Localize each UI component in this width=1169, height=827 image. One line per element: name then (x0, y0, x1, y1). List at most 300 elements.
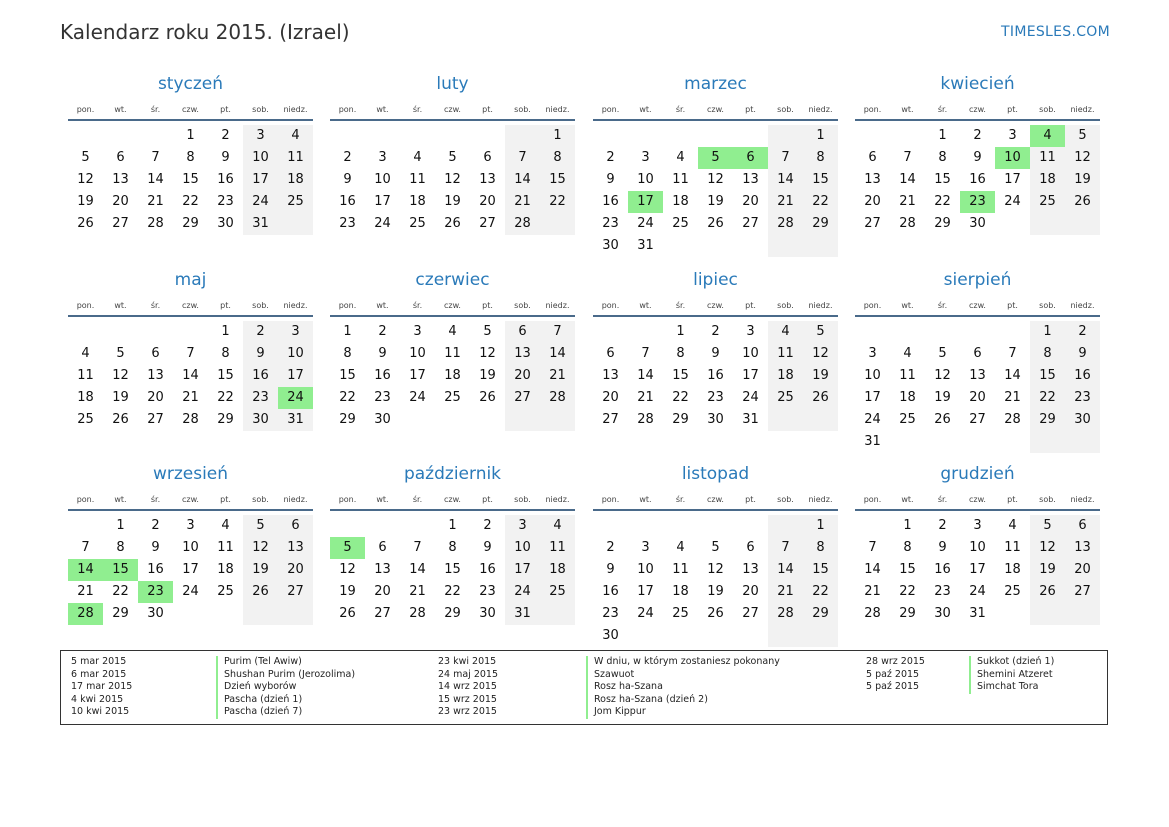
week-row (330, 191, 575, 213)
weekday-label: czw. (182, 300, 199, 310)
month-name: czerwiec (415, 270, 490, 290)
month-name: sierpień (943, 270, 1012, 290)
day: 9 (151, 540, 160, 555)
month-name: styczeń (157, 74, 224, 94)
weekday-label: wt. (639, 104, 652, 114)
month-5 (330, 270, 575, 431)
day: 17 (243, 169, 278, 191)
weekday-label: sob. (777, 104, 794, 114)
holiday-day: 17 (628, 191, 663, 213)
day: 30 (934, 606, 951, 621)
week-row (330, 321, 575, 343)
week-row (68, 603, 313, 625)
holiday-date: 6 mar 2015 (71, 668, 127, 680)
week-row (593, 147, 838, 169)
weekday-label: czw. (707, 104, 724, 114)
day: 14 (505, 169, 540, 191)
holiday-name: Shushan Purim (Jerozolima) (224, 668, 356, 680)
weekday-label: pon. (338, 104, 357, 114)
day: 16 (602, 584, 619, 599)
day: 6 (483, 150, 492, 165)
day: 23 (707, 390, 724, 405)
empty-day (400, 125, 435, 147)
weekday-label: pon. (76, 104, 95, 114)
day: 4 (413, 150, 422, 165)
week-row (330, 603, 575, 625)
day: 13 (479, 172, 496, 187)
week-row (855, 387, 1100, 409)
week-row (68, 343, 313, 365)
weekday-label: śr. (675, 300, 686, 310)
week-row (593, 625, 838, 647)
day: 6 (973, 346, 982, 361)
day: 29 (934, 216, 951, 231)
empty-day (733, 125, 768, 147)
empty-day (698, 625, 733, 647)
day: 12 (444, 172, 461, 187)
day: 7 (1008, 346, 1017, 361)
day: 3 (973, 518, 982, 533)
week-row (68, 409, 313, 431)
day: 15 (339, 368, 356, 383)
empty-day (698, 235, 733, 257)
weekday-label: pon. (76, 300, 95, 310)
day: 4 (903, 346, 912, 361)
day: 27 (742, 606, 759, 621)
day: 14 (540, 343, 575, 365)
day: 15 (672, 368, 689, 383)
week-row (68, 581, 313, 603)
day: 21 (637, 390, 654, 405)
weekday-label: sob. (252, 104, 269, 114)
day: 24 (637, 606, 654, 621)
day: 31 (278, 409, 313, 431)
day: 13 (112, 172, 129, 187)
day: 29 (217, 412, 234, 427)
month-0 (68, 74, 313, 235)
weekday-label: czw. (444, 300, 461, 310)
day: 26 (444, 216, 461, 231)
holiday-name: Sukkot (dzień 1) (977, 656, 1055, 667)
empty-day (365, 515, 400, 537)
day: 29 (339, 412, 356, 427)
empty-day (1065, 431, 1100, 453)
empty-day (505, 125, 540, 147)
weekday-label: niedz. (808, 104, 833, 114)
weekday-header (855, 489, 1100, 511)
day: 9 (221, 150, 230, 165)
day: 20 (969, 390, 986, 405)
empty-day (890, 321, 925, 343)
week-row (855, 537, 1100, 559)
day: 1 (343, 324, 352, 339)
day: 11 (1030, 147, 1065, 169)
day: 17 (409, 368, 426, 383)
holiday-date: 14 wrz 2015 (438, 681, 497, 692)
day: 30 (707, 412, 724, 427)
day: 12 (479, 346, 496, 361)
day: 6 (378, 540, 387, 555)
weekday-label: wt. (114, 104, 127, 114)
weekday-label: niedz. (545, 494, 570, 504)
day: 8 (903, 540, 912, 555)
weekday-label: wt. (376, 300, 389, 310)
day: 9 (973, 150, 982, 165)
empty-day (173, 321, 208, 343)
empty-day (505, 409, 540, 431)
empty-day (1030, 603, 1065, 625)
empty-day (593, 515, 628, 537)
day: 27 (147, 412, 164, 427)
empty-day (855, 515, 890, 537)
month-6 (593, 270, 838, 431)
day: 16 (217, 172, 234, 187)
day: 26 (1030, 581, 1065, 603)
holiday-day: 15 (103, 559, 138, 581)
day: 12 (339, 562, 356, 577)
day: 13 (147, 368, 164, 383)
day: 12 (934, 368, 951, 383)
day: 22 (934, 194, 951, 209)
week-row (330, 537, 575, 559)
day: 7 (540, 321, 575, 343)
day: 10 (637, 562, 654, 577)
day: 23 (217, 194, 234, 209)
month-name: kwiecień (940, 74, 1015, 94)
weekday-label: śr. (937, 494, 948, 504)
day: 30 (147, 606, 164, 621)
holiday-day: 23 (138, 581, 173, 603)
day: 10 (742, 346, 759, 361)
weekday-label: czw. (444, 104, 461, 114)
day: 16 (147, 562, 164, 577)
weekday-label: wt. (639, 300, 652, 310)
empty-day (1065, 213, 1100, 235)
day: 23 (1065, 387, 1100, 409)
day: 12 (1030, 537, 1065, 559)
day: 8 (938, 150, 947, 165)
day: 22 (1030, 387, 1065, 409)
day: 12 (1065, 147, 1100, 169)
brand-logo-text[interactable]: TIMESLES.COM (1001, 24, 1110, 40)
weekday-header (330, 489, 575, 511)
weekday-header (68, 99, 313, 121)
day: 19 (112, 390, 129, 405)
day: 19 (479, 368, 496, 383)
day: 2 (1065, 321, 1100, 343)
day: 30 (969, 216, 986, 231)
day: 7 (903, 150, 912, 165)
day: 4 (768, 321, 803, 343)
weekday-label: niedz. (1070, 104, 1095, 114)
day: 15 (934, 172, 951, 187)
empty-day (890, 431, 925, 453)
holiday-day: 5 (698, 147, 733, 169)
day: 25 (768, 387, 803, 409)
empty-day (400, 409, 435, 431)
day: 25 (899, 412, 916, 427)
empty-day (768, 125, 803, 147)
week-row (855, 213, 1100, 235)
day: 15 (182, 172, 199, 187)
day: 8 (343, 346, 352, 361)
day: 24 (864, 412, 881, 427)
day: 6 (278, 515, 313, 537)
day: 30 (217, 216, 234, 231)
month-name: wrzesień (152, 464, 229, 484)
month-name: lipiec (693, 270, 738, 290)
day: 1 (803, 515, 838, 537)
weekday-label: niedz. (283, 104, 308, 114)
day: 13 (278, 537, 313, 559)
month-name: luty (436, 74, 469, 94)
weekday-label: pt. (220, 104, 231, 114)
weekday-label: pt. (482, 104, 493, 114)
holiday-name: Jom Kippur (594, 706, 646, 717)
week-row (855, 581, 1100, 603)
holiday-name: Simchat Tora (977, 681, 1039, 692)
holiday-date: 10 kwi 2015 (71, 706, 130, 717)
week-row (593, 515, 838, 537)
day: 9 (1065, 343, 1100, 365)
weekday-label: śr. (675, 494, 686, 504)
day: 18 (77, 390, 94, 405)
week-row (330, 125, 575, 147)
empty-day (470, 125, 505, 147)
holiday-day: 24 (278, 387, 313, 409)
week-row (593, 559, 838, 581)
week-row (855, 191, 1100, 213)
day: 13 (602, 368, 619, 383)
day: 11 (768, 343, 803, 365)
weekday-label: sob. (1039, 300, 1056, 310)
day: 23 (602, 216, 619, 231)
week-row (855, 515, 1100, 537)
weekday-label: pt. (220, 494, 231, 504)
day: 21 (77, 584, 94, 599)
day: 25 (672, 216, 689, 231)
day: 17 (864, 390, 881, 405)
week-row (330, 213, 575, 235)
day: 3 (746, 324, 755, 339)
weekday-label: pt. (745, 104, 756, 114)
empty-day (1030, 213, 1065, 235)
day: 15 (899, 562, 916, 577)
empty-day (960, 321, 995, 343)
weekday-label: niedz. (545, 300, 570, 310)
day: 20 (147, 390, 164, 405)
day: 14 (899, 172, 916, 187)
week-row (593, 387, 838, 409)
empty-day (663, 515, 698, 537)
day: 31 (243, 213, 278, 235)
day: 25 (217, 584, 234, 599)
day: 1 (676, 324, 685, 339)
empty-day (278, 603, 313, 625)
holiday-name: Pascha (dzień 7) (224, 706, 303, 717)
empty-day (103, 125, 138, 147)
day: 11 (540, 537, 575, 559)
weekday-label: niedz. (1070, 300, 1095, 310)
day: 14 (182, 368, 199, 383)
day: 28 (768, 603, 803, 625)
weekday-label: niedz. (1070, 494, 1095, 504)
month-name: maj (174, 270, 207, 290)
holiday-date: 5 paź 2015 (866, 681, 920, 692)
day: 1 (186, 128, 195, 143)
week-row (855, 169, 1100, 191)
empty-day (663, 125, 698, 147)
week-row (593, 409, 838, 431)
day: 13 (1065, 537, 1100, 559)
day: 10 (278, 343, 313, 365)
day: 9 (711, 346, 720, 361)
day: 25 (1030, 191, 1065, 213)
week-row (855, 125, 1100, 147)
week-row (330, 581, 575, 603)
day: 20 (479, 194, 496, 209)
day: 13 (742, 172, 759, 187)
day: 4 (221, 518, 230, 533)
week-row (855, 409, 1100, 431)
day: 10 (637, 172, 654, 187)
day: 22 (112, 584, 129, 599)
day: 9 (606, 562, 615, 577)
week-row (593, 213, 838, 235)
day: 29 (1030, 409, 1065, 431)
empty-day (173, 603, 208, 625)
empty-day (628, 321, 663, 343)
day: 25 (409, 216, 426, 231)
day: 4 (1008, 518, 1017, 533)
month-2 (593, 74, 838, 257)
day: 16 (602, 194, 619, 209)
day: 10 (505, 537, 540, 559)
day: 21 (147, 194, 164, 209)
day: 29 (112, 606, 129, 621)
empty-day (540, 603, 575, 625)
day: 16 (243, 365, 278, 387)
holiday-day: 10 (995, 147, 1030, 169)
day: 10 (409, 346, 426, 361)
day: 24 (969, 584, 986, 599)
empty-day (540, 213, 575, 235)
empty-day (330, 515, 365, 537)
day: 3 (641, 540, 650, 555)
day: 24 (1004, 194, 1021, 209)
holiday-day: 4 (1030, 125, 1065, 147)
day: 1 (803, 125, 838, 147)
month-11 (855, 464, 1100, 625)
day: 28 (540, 387, 575, 409)
day: 27 (864, 216, 881, 231)
day: 30 (602, 238, 619, 253)
empty-day (768, 625, 803, 647)
holiday-day: 6 (733, 147, 768, 169)
day: 2 (151, 518, 160, 533)
empty-day (733, 625, 768, 647)
week-row (855, 559, 1100, 581)
day: 22 (672, 390, 689, 405)
empty-day (628, 125, 663, 147)
day: 22 (899, 584, 916, 599)
day: 24 (409, 390, 426, 405)
day: 7 (505, 147, 540, 169)
weekday-label: pt. (220, 300, 231, 310)
day: 6 (606, 346, 615, 361)
day: 18 (217, 562, 234, 577)
day: 5 (1065, 125, 1100, 147)
weekday-label: sob. (514, 104, 531, 114)
week-row (330, 409, 575, 431)
day: 21 (505, 191, 540, 213)
day: 20 (374, 584, 391, 599)
empty-day (890, 125, 925, 147)
month-7 (855, 270, 1100, 453)
day: 8 (186, 150, 195, 165)
day: 21 (540, 365, 575, 387)
day: 3 (1008, 128, 1017, 143)
empty-day (768, 409, 803, 431)
day: 7 (186, 346, 195, 361)
weekday-label: śr. (150, 104, 161, 114)
weekday-label: pon. (601, 494, 620, 504)
day: 9 (938, 540, 947, 555)
day: 8 (116, 540, 125, 555)
weekday-label: sob. (777, 494, 794, 504)
day: 11 (672, 562, 689, 577)
day: 29 (803, 603, 838, 625)
month-name: październik (403, 464, 502, 484)
day: 15 (444, 562, 461, 577)
day: 26 (803, 387, 838, 409)
day: 27 (112, 216, 129, 231)
week-row (855, 147, 1100, 169)
day: 22 (803, 191, 838, 213)
day: 16 (934, 562, 951, 577)
week-row (593, 321, 838, 343)
empty-day (540, 409, 575, 431)
day: 3 (505, 515, 540, 537)
day: 27 (505, 387, 540, 409)
weekday-label: śr. (412, 104, 423, 114)
weekday-header (68, 295, 313, 317)
day: 28 (637, 412, 654, 427)
week-row (593, 365, 838, 387)
day: 21 (864, 584, 881, 599)
empty-day (995, 321, 1030, 343)
weekday-label: czw. (182, 494, 199, 504)
day: 18 (768, 365, 803, 387)
day: 11 (278, 147, 313, 169)
empty-day (768, 235, 803, 257)
day: 9 (378, 346, 387, 361)
day: 11 (217, 540, 234, 555)
empty-day (960, 431, 995, 453)
day: 6 (505, 321, 540, 343)
day: 22 (217, 390, 234, 405)
day: 8 (540, 147, 575, 169)
day: 19 (934, 390, 951, 405)
day: 7 (868, 540, 877, 555)
day: 20 (602, 390, 619, 405)
week-row (68, 125, 313, 147)
day: 16 (969, 172, 986, 187)
holiday-names-column (969, 656, 1054, 694)
day: 27 (374, 606, 391, 621)
holiday-names-column (216, 656, 355, 719)
day: 8 (803, 147, 838, 169)
